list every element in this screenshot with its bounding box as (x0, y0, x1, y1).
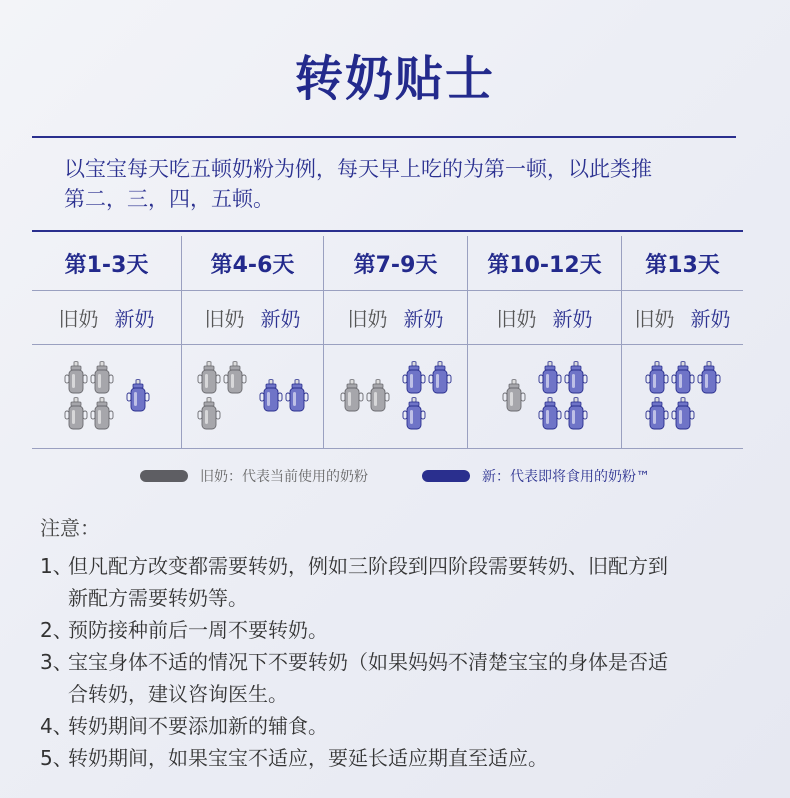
old-bottle-icon (90, 361, 114, 395)
new-bottle-icon (697, 361, 721, 395)
notes-list (40, 550, 760, 774)
header-cell (622, 236, 743, 290)
new-bottle-icon (259, 379, 283, 413)
header-label: 第13天 (645, 252, 720, 278)
legend (0, 466, 790, 486)
old-bottle-stack (502, 379, 526, 413)
old-milk-label: 旧奶 (496, 306, 537, 331)
new-bottle-stack (645, 361, 721, 431)
old-milk-label: 旧奶 (634, 306, 675, 331)
divider (32, 136, 736, 138)
new-bottle-stack (259, 379, 309, 413)
notes-title: 注意： (40, 516, 100, 540)
header-label: 第7-9天 (353, 252, 438, 278)
note-text: 合转奶，建议咨询医生。 (68, 682, 288, 706)
new-bottle-icon (538, 397, 562, 431)
old-bottle-icon (340, 379, 364, 413)
new-bottle-icon (671, 361, 695, 395)
row-divider (32, 448, 743, 449)
old-bottle-stack (64, 361, 114, 431)
table-top-border (32, 230, 743, 232)
new-bottle-icon (671, 397, 695, 431)
header-label: 第1-3天 (64, 252, 149, 278)
sub-cell (182, 290, 324, 344)
new-bottle-icon (402, 361, 426, 395)
new-bottle-icon (645, 397, 669, 431)
bottle-cell (468, 344, 622, 448)
new-bottle-icon (564, 361, 588, 395)
note-text: 新配方需要转奶等。 (68, 586, 248, 610)
legend-new-text: 新：代表即将食用的奶粉™ (482, 469, 650, 485)
note-text: 宝宝身体不适的情况下不要转奶（如果妈妈不清楚宝宝的身体是否适 (68, 650, 668, 674)
bottle-cell (622, 344, 743, 448)
bottle-group (645, 361, 721, 431)
note-index: 5、 (40, 746, 73, 770)
legend-new (422, 466, 650, 486)
sub-cell (468, 290, 622, 344)
new-milk-label: 新奶 (552, 306, 593, 331)
intro-text (64, 154, 744, 214)
header-cell (32, 236, 182, 290)
new-bottle-icon (402, 397, 426, 431)
header-cell (324, 236, 468, 290)
legend-old-text: 旧奶：代表当前使用的奶粉 (200, 469, 368, 485)
old-milk-label: 旧奶 (204, 306, 245, 331)
header-label: 第4-6天 (210, 252, 295, 278)
new-bottle-icon (564, 397, 588, 431)
note-text: 预防接种前后一周不要转奶。 (68, 618, 328, 642)
sub-cell (622, 290, 743, 344)
table-header-row (32, 236, 743, 290)
note-text: 转奶期间不要添加新的辅食。 (68, 714, 328, 738)
bottle-cell (32, 344, 182, 448)
new-milk-label: 新奶 (403, 306, 444, 331)
legend-old (140, 466, 368, 486)
note-line (40, 550, 760, 582)
old-bottle-icon (197, 361, 221, 395)
header-label: 第10-12天 (487, 252, 602, 278)
new-bottle-icon (285, 379, 309, 413)
new-bottle-icon (126, 379, 150, 413)
page-title: 转奶贴士 (294, 51, 495, 107)
old-bottle-icon (197, 397, 221, 431)
new-bottle-stack (402, 361, 452, 431)
new-milk-label: 新奶 (260, 306, 301, 331)
bottles-row (32, 344, 743, 448)
note-text: 转奶期间，如果宝宝不适应，要延长适应期直至适应。 (68, 746, 548, 770)
new-milk-label: 新奶 (690, 306, 731, 331)
new-bottle-stack (126, 379, 150, 413)
bottle-cell (324, 344, 468, 448)
old-bottle-stack (340, 379, 390, 413)
old-bottle-icon (502, 379, 526, 413)
note-index: 4、 (40, 714, 73, 738)
bottle-group (64, 361, 150, 431)
new-bottle-stack (538, 361, 588, 431)
bottle-group (340, 361, 452, 431)
intro-line-1: 以宝宝每天吃五顿奶粉为例，每天早上吃的为第一顿，以此类推 (64, 157, 652, 181)
bottle-cell (182, 344, 324, 448)
old-bottle-icon (90, 397, 114, 431)
note-line (40, 582, 760, 614)
old-milk-label: 旧奶 (58, 306, 99, 331)
note-line (40, 678, 760, 710)
old-swatch (140, 470, 188, 482)
new-bottle-icon (428, 361, 452, 395)
new-swatch (422, 470, 470, 482)
old-milk-label: 旧奶 (347, 306, 388, 331)
sub-cell (32, 290, 182, 344)
note-line (40, 646, 760, 678)
table-subheader-row (32, 290, 743, 344)
old-bottle-icon (223, 361, 247, 395)
sub-cell (324, 290, 468, 344)
note-index: 2、 (40, 618, 73, 642)
old-bottle-stack (197, 361, 247, 431)
note-line (40, 614, 760, 646)
header-cell (182, 236, 324, 290)
old-bottle-icon (64, 397, 88, 431)
new-bottle-icon (538, 361, 562, 395)
old-bottle-icon (64, 361, 88, 395)
new-bottle-icon (645, 361, 669, 395)
note-text: 但凡配方改变都需要转奶，例如三阶段到四阶段需要转奶、旧配方到 (68, 554, 668, 578)
note-index: 3、 (40, 650, 73, 674)
header-cell (468, 236, 622, 290)
new-milk-label: 新奶 (114, 306, 155, 331)
note-index: 1、 (40, 554, 73, 578)
bottle-group (502, 361, 588, 431)
intro-line-2: 第二，三，四，五顿。 (64, 187, 274, 211)
old-bottle-icon (366, 379, 390, 413)
note-line (40, 710, 760, 742)
bottle-group (197, 361, 309, 431)
note-line (40, 742, 760, 774)
